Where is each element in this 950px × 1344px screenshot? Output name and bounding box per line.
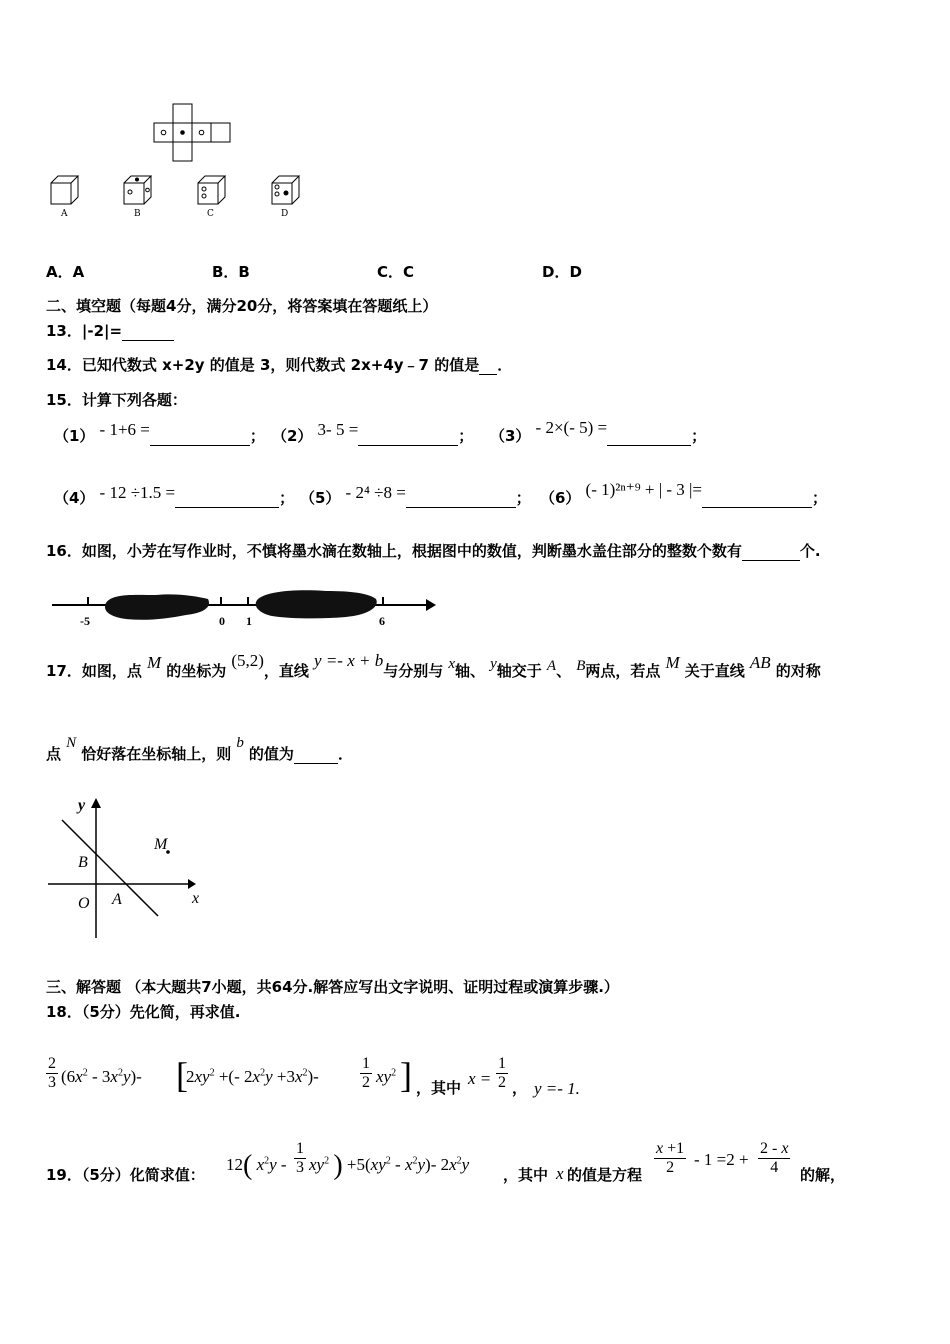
- q15-part-3-blank[interactable]: [607, 426, 691, 446]
- q13-text: 13．|-2|=: [46, 322, 123, 340]
- q18-cond-frac: $\frac{1}{2}$: [498, 1055, 506, 1091]
- cube-option-label-a: A: [61, 209, 68, 219]
- q15-part-4: [54, 483, 295, 508]
- q17-seg-line-eq: y =- x + b: [314, 651, 384, 670]
- q19-eq-mid: - 1 =2 +: [694, 1150, 749, 1169]
- q18-part-b: $2xy^2$ +(- $2x^2y +3x^2)-$: [186, 1067, 319, 1086]
- x-axis-arrow: [188, 879, 196, 889]
- q19-eq-frac1: $\frac{x +1}{2}$: [656, 1140, 685, 1176]
- q19-var: x: [556, 1164, 564, 1183]
- q15-part-5-expr: - 2⁴ ÷8 =: [345, 483, 406, 502]
- q15-sep-3: ；: [691, 427, 707, 445]
- ink-number-line: [46, 585, 438, 631]
- choice-a[interactable]: A．A: [46, 263, 85, 281]
- q17-l2-seg-b: b: [236, 735, 244, 751]
- q17-seg-y: y: [490, 656, 497, 672]
- question-16: [46, 540, 821, 561]
- q15-part-1-expr: - 1+6 =: [99, 420, 150, 439]
- q15-part-4-expr: - 12 ÷1.5 =: [99, 483, 176, 502]
- tick-label-6: 6: [379, 614, 385, 628]
- q15-part-2-label: （2）: [272, 427, 313, 445]
- tick-label-0: 0: [219, 614, 225, 628]
- choice-c[interactable]: C．C: [377, 263, 415, 281]
- ink-blot-right: [256, 590, 377, 618]
- q17-l2-seg-5: ．: [337, 745, 353, 763]
- q17-seg-16: 关于直线: [684, 662, 745, 680]
- q15-part-3: [490, 418, 707, 446]
- q18-cond-comma: ，: [512, 1079, 528, 1097]
- q17-seg-M: M: [146, 653, 162, 672]
- question-13: [46, 320, 174, 341]
- q15-part-4-blank[interactable]: [175, 488, 279, 508]
- question-17-line2: [46, 735, 353, 764]
- q17-l2-seg-N: N: [66, 735, 77, 751]
- q17-l2-seg-0: 点: [46, 745, 62, 763]
- q15-part-2-expr: 3- 5 =: [317, 420, 359, 439]
- cube-net-figure: [150, 100, 235, 162]
- number-line-arrow: [426, 599, 436, 611]
- q16-text: 16．如图，小芳在写作业时，不慎将墨水滴在数轴上，根据图中的数值，判断墨水盖住部分的整数个数有: [46, 542, 742, 560]
- label-a: A: [112, 891, 122, 908]
- q15-sep-1: ；: [249, 427, 265, 445]
- q17-seg-AB: AB: [749, 653, 771, 672]
- q18-bracket-close: ]: [400, 1055, 412, 1095]
- q18-cond-x: x =: [468, 1069, 492, 1088]
- q17-seg-M2: M: [665, 653, 680, 672]
- q17-seg-8: 轴、: [455, 662, 486, 680]
- q17-coordinate-graph: [44, 792, 214, 944]
- label-m: M: [154, 836, 168, 853]
- q15-sep-6: ；: [812, 489, 828, 507]
- q17-seg-x: x: [448, 656, 456, 672]
- q19-heading: 19．（5分）化简求值：: [46, 1166, 205, 1184]
- label-y: y: [78, 797, 86, 814]
- q15-part-4-label: （4）: [54, 489, 95, 507]
- q13-answer-blank[interactable]: [122, 322, 174, 341]
- q19-part-a: 12( $x^2y$ -: [226, 1150, 287, 1181]
- q15-part-5-blank[interactable]: [406, 488, 516, 508]
- q17-seg-A: A: [546, 658, 557, 674]
- y-axis-arrow: [91, 798, 101, 808]
- q15-part-1-blank[interactable]: [150, 426, 250, 446]
- q18-part-a: $(6x^2 - 3x^2y)-$: [61, 1067, 142, 1086]
- q15-part-1-label: （1）: [54, 427, 95, 445]
- q15-sep-4: ；: [279, 489, 295, 507]
- q14-end: ．: [497, 356, 513, 374]
- cube-options-figure: [45, 172, 315, 224]
- q17-seg-0: 17．如图，点: [46, 662, 142, 680]
- cube-option-label-c: C: [207, 209, 214, 219]
- section2-heading: 二、填空题（每题4分，满分20分，将答案填在答题纸上）: [46, 297, 438, 315]
- q15-part-1: [54, 420, 265, 446]
- ink-blot-left: [105, 594, 209, 619]
- q18-bracket-open: [: [176, 1055, 188, 1095]
- q17-seg-18: 的对称: [775, 662, 821, 680]
- section3-heading: 三、解答题 （本大题共7小题，共64分.解答应写出文字说明、证明过程或演算步骤.）: [46, 978, 619, 996]
- q19-mid: ，其中: [503, 1166, 549, 1184]
- q15-part-5: [300, 483, 531, 508]
- question-19: [46, 1140, 926, 1190]
- q15-part-6: [540, 480, 828, 508]
- q15-heading: 15．计算下列各题：: [46, 391, 187, 409]
- cube-option-label-b: B: [134, 209, 141, 219]
- q19-part-b: $xy^2$ ) $+5(xy^2 - x^2y)-$ $2x^2y$: [309, 1150, 470, 1181]
- q14-text: 14．已知代数式 x+2y 的值是 3，则代数式 2x+4y﹣7 的值是: [46, 356, 480, 374]
- q14-answer-blank[interactable]: [479, 356, 497, 375]
- tick-label-1: 1: [246, 614, 252, 628]
- label-b: B: [78, 854, 88, 871]
- q19-eq-frac2: $\frac{2 - x}{4}$: [760, 1140, 789, 1176]
- q17-seg-6: 与分别与: [383, 662, 444, 680]
- question-17-line1: [46, 651, 821, 681]
- cube-option-label-d: D: [281, 209, 289, 219]
- q15-part-6-blank[interactable]: [702, 488, 812, 508]
- q15-sep-2: ；: [458, 427, 474, 445]
- question-14: [46, 354, 512, 375]
- q17-seg-B: B: [576, 658, 586, 674]
- cube-option-a: [48, 174, 82, 208]
- q18-frac-1-2: $\frac{1}{2}$: [362, 1055, 370, 1091]
- q15-part-6-label: （6）: [540, 489, 581, 507]
- q15-part-5-label: （5）: [300, 489, 341, 507]
- q15-part-3-label: （3）: [490, 427, 531, 445]
- q17-seg-4: ，直线: [263, 662, 309, 680]
- choice-d[interactable]: D．D: [542, 263, 582, 281]
- q15-part-6-expr: (- 1)²ⁿ⁺⁹ + | - 3 |=: [585, 480, 703, 499]
- q19-frac-1-3: $\frac{1}{3}$: [296, 1140, 304, 1176]
- label-x: x: [192, 890, 200, 907]
- label-o: O: [78, 895, 90, 912]
- q16-end: 个.: [799, 542, 821, 560]
- q17-l2-seg-4: 的值为: [248, 745, 294, 763]
- tick-label-neg5: -5: [80, 614, 90, 628]
- cube-option-c: [195, 174, 229, 208]
- q15-sep-5: ；: [515, 489, 531, 507]
- q18-frac-2-3: $\frac{2}{3}$: [48, 1055, 56, 1091]
- line-ab: [62, 820, 158, 916]
- q18-heading: 18．（5分）先化简，再求值.: [46, 1003, 241, 1021]
- choice-b[interactable]: B．B: [212, 263, 250, 281]
- q16-answer-blank[interactable]: [742, 542, 800, 561]
- q17-seg-12: 、: [556, 662, 572, 680]
- cube-option-d: [269, 174, 303, 208]
- q17-seg-2: 的坐标为: [166, 662, 227, 680]
- cube-option-b: [121, 174, 155, 208]
- q17-seg-10: 轴交于: [496, 662, 542, 680]
- q17-seg-coord: (5,2): [231, 651, 264, 670]
- q17-l2-seg-2: 恰好落在坐标轴上，则: [81, 745, 232, 763]
- q17-answer-blank[interactable]: [294, 744, 338, 764]
- q19-mid2: 的值是方程: [567, 1166, 643, 1184]
- q15-part-2: [272, 420, 474, 446]
- q18-condition-text: ，其中: [416, 1079, 462, 1097]
- q15-part-3-expr: - 2×(- 5) =: [535, 418, 608, 437]
- q15-part-2-blank[interactable]: [358, 426, 458, 446]
- q19-end: 的解，: [800, 1166, 846, 1184]
- q17-seg-14: 两点，若点: [585, 662, 661, 680]
- q18-cond-y: y =- 1.: [534, 1079, 580, 1098]
- q18-part-c: $xy^2$: [376, 1067, 397, 1086]
